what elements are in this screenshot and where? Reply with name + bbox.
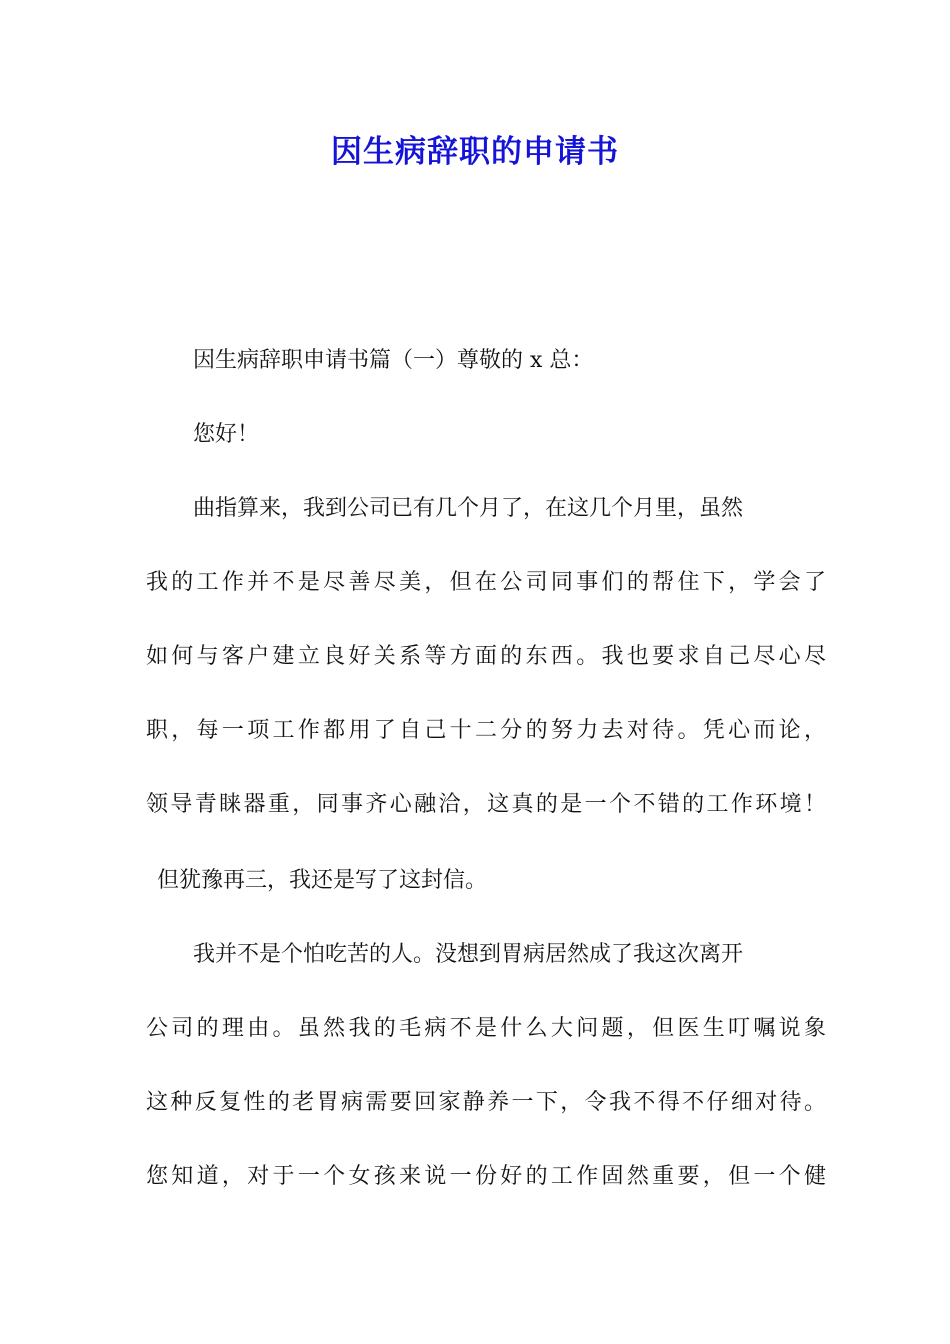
greeting-line: 您好！	[193, 422, 260, 447]
paragraph-line: 但犹豫再三，我还是写了这封信。	[157, 868, 488, 893]
paragraph-line: 领导青睐器重，同事齐心融洽，这真的是一个不错的工作环境！	[146, 792, 826, 817]
paragraph-line: 曲指算来，我到公司已有几个月了，在这几个月里，虽然	[193, 496, 744, 521]
paragraph-line: 如何与客户建立良好关系等方面的东西。我也要求自己尽心尽	[146, 644, 826, 669]
paragraph-line: 您知道，对于一个女孩来说一份好的工作固然重要，但一个健	[146, 1164, 826, 1189]
paragraph-line: 我并不是个怕吃苦的人。没想到胃病居然成了我这次离开	[193, 942, 744, 967]
paragraph-line: 职，每一项工作都用了自己十二分的努力去对待。凭心而论，	[146, 718, 826, 743]
paragraph-line: 这种反复性的老胃病需要回家静养一下，令我不得不仔细对待。	[146, 1090, 826, 1115]
heading-line: 因生病辞职申请书篇（一）尊敬的 x 总：	[193, 348, 594, 373]
document-title: 因生病辞职的申请书	[331, 134, 619, 170]
paragraph-line: 我的工作并不是尽善尽美，但在公司同事们的帮住下，学会了	[146, 570, 826, 595]
paragraph-line: 公司的理由。虽然我的毛病不是什么大问题，但医生叮嘱说象	[146, 1016, 826, 1041]
